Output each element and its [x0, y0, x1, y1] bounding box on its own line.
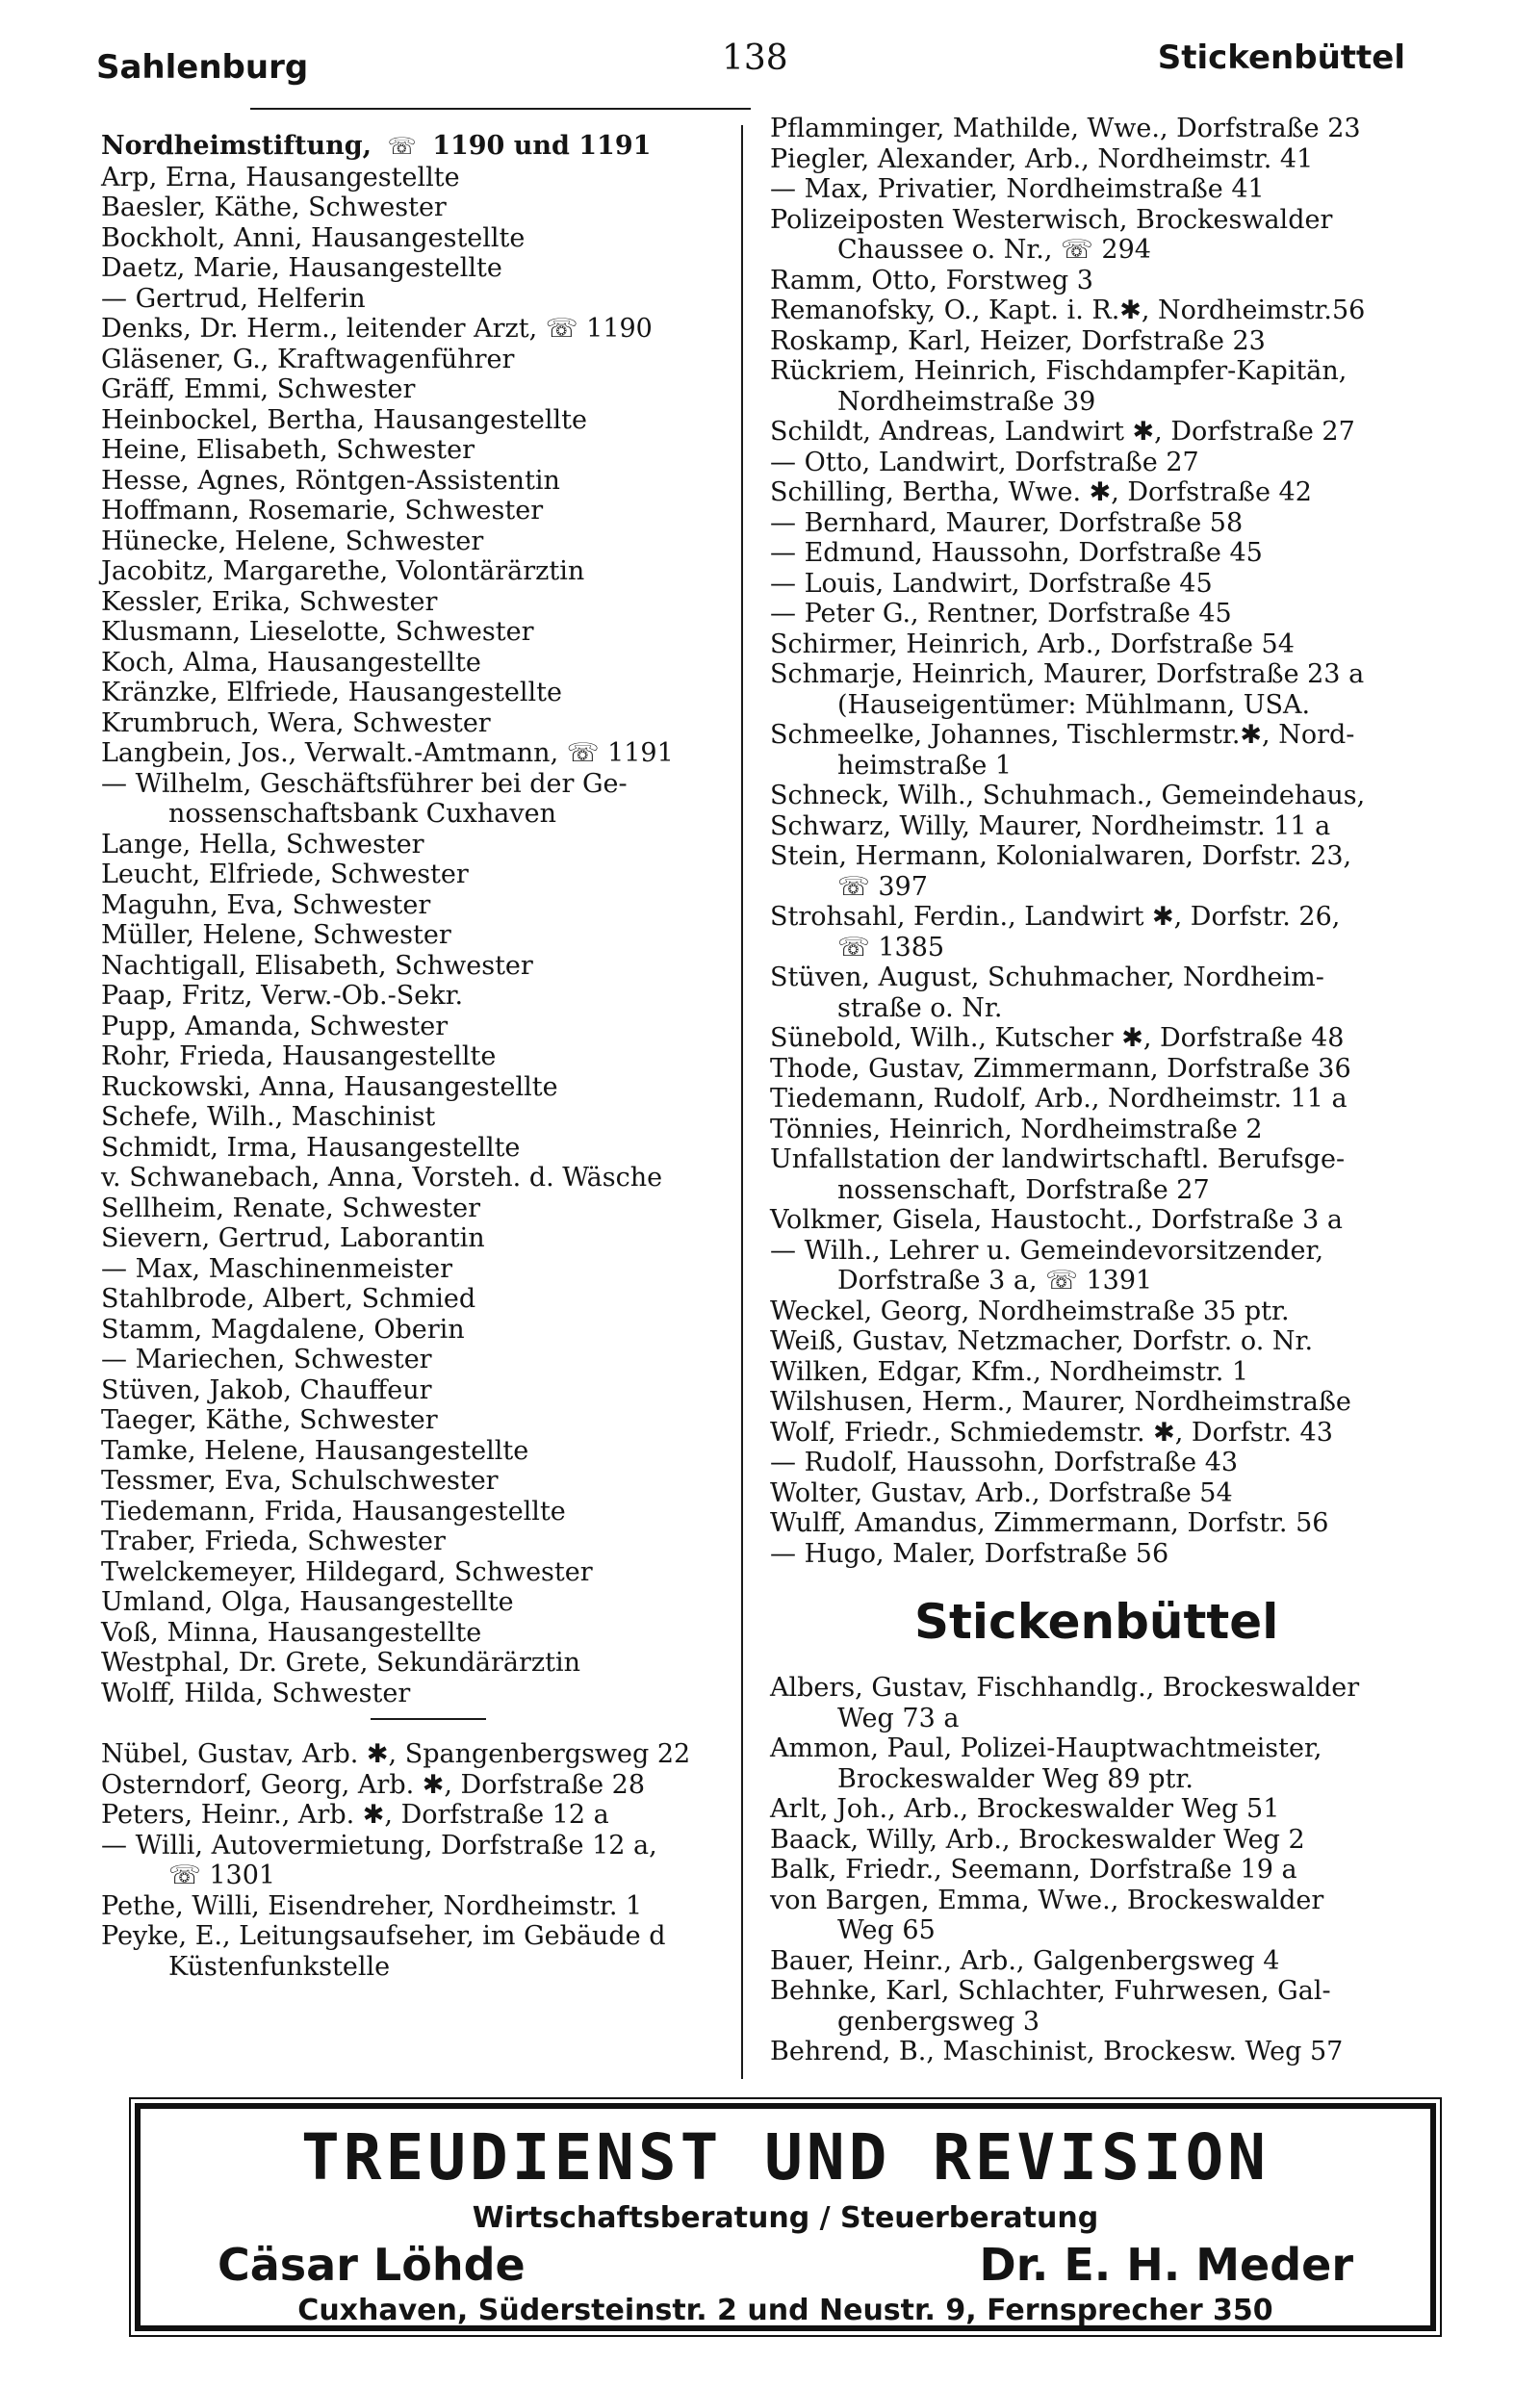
list-item: — Otto, Landwirt, Dorfstraße 27: [770, 447, 1199, 477]
list-item: Tessmer, Eva, Schulschwester: [101, 1466, 499, 1496]
list-item: — Louis, Landwirt, Dorfstraße 45: [770, 568, 1213, 599]
list-item: Pupp, Amanda, Schwester: [101, 1011, 449, 1041]
list-item: Maguhn, Eva, Schwester: [101, 889, 431, 920]
list-item: Wolff, Hilda, Schwester: [101, 1678, 411, 1708]
list-item: Wulff, Amandus, Zimmermann, Dorfstr. 56: [770, 1508, 1329, 1538]
list-item: Tiedemann, Rudolf, Arb., Nordheimstr. 11 a: [770, 1084, 1348, 1114]
list-item: Kessler, Erika, Schwester: [101, 586, 438, 617]
list-item: nossenschaft, Dorfstraße 27: [837, 1174, 1210, 1205]
ad-name-right: Dr. E. H. Meder: [979, 2239, 1353, 2291]
list-item: Nübel, Gustav, Arb. ✱, Spangenbergsweg 22: [101, 1739, 691, 1769]
list-item: Heinbockel, Bertha, Hausangestellte: [101, 404, 587, 435]
page-header: [96, 38, 1405, 96]
header-place-right: Stickenbüttel: [1157, 38, 1405, 77]
list-item: — Max, Maschinenmeister: [101, 1253, 453, 1284]
list-item: Umland, Olga, Hausangestellte: [101, 1587, 514, 1617]
list-item: Ammon, Paul, Polizei-Hauptwachtmeister,: [770, 1733, 1322, 1763]
list-item: Müller, Helene, Schwester: [101, 920, 451, 950]
list-item: Lange, Hella, Schwester: [101, 829, 424, 860]
list-item: Gräff, Emmi, Schwester: [101, 374, 416, 404]
list-item: Taeger, Käthe, Schwester: [101, 1405, 438, 1435]
list-item: Bauer, Heinr., Arb., Galgenbergsweg 4: [770, 1945, 1280, 1976]
list-item: Tönnies, Heinrich, Nordheimstraße 2: [770, 1114, 1263, 1144]
list-item: Heine, Elisabeth, Schwester: [101, 435, 475, 465]
directory-list: [770, 114, 1444, 1569]
list-item: Hesse, Agnes, Röntgen-Assistentin: [101, 465, 560, 496]
list-item: Peters, Heinr., Arb. ✱, Dorfstraße 12 a: [101, 1800, 609, 1830]
list-item: Bockholt, Anni, Hausangestellte: [101, 222, 526, 253]
list-item: Baesler, Käthe, Schwester: [101, 192, 447, 222]
header-rule: [250, 108, 751, 110]
ad-title: TREUDIENST UND REVISION: [301, 2120, 1270, 2194]
list-item: Volkmer, Gisela, Haustocht., Dorfstraße 3 a: [770, 1205, 1343, 1235]
header-place-left: Sahlenburg: [96, 48, 309, 87]
list-item: heimstraße 1: [837, 750, 1013, 781]
list-item: Schmarje, Heinrich, Maurer, Dorfstraße 23 a: [770, 659, 1365, 689]
list-item: Weiß, Gustav, Netzmacher, Dorfstr. o. Nr.: [770, 1326, 1314, 1356]
list-item: Arp, Erna, Hausangestellte: [101, 162, 460, 192]
list-item: genbergsweg 3: [837, 2006, 1040, 2037]
list-item: Schilling, Bertha, Wwe. ✱, Dorfstraße 42: [770, 477, 1312, 507]
list-item: Schildt, Andreas, Landwirt ✱, Dorfstraße 27: [770, 417, 1355, 447]
list-item: Polizeiposten Westerwisch, Brockeswalder: [770, 204, 1333, 235]
list-item: v. Schwanebach, Anna, Vorsteh. d. Wäsche: [101, 1163, 663, 1193]
list-item: Behnke, Karl, Schlachter, Fuhrwesen, Gal-: [770, 1976, 1331, 2006]
list-item: Wolter, Gustav, Arb., Dorfstraße 54: [770, 1477, 1233, 1508]
institution-phone: 1190 und 1191: [432, 131, 652, 161]
list-item: Osterndorf, Georg, Arb. ✱, Dorfstraße 28: [101, 1769, 646, 1800]
list-item: Rückriem, Heinrich, Fischdampfer-Kapitän,: [770, 356, 1348, 386]
list-item: Denks, Dr. Herm., leitender Arzt, ☏ 1190: [101, 314, 653, 344]
list-item: Sellheim, Renate, Schwester: [101, 1193, 480, 1223]
list-item: [101, 131, 756, 163]
list-item: Strohsahl, Ferdin., Landwirt ✱, Dorfstr. 26,: [770, 902, 1341, 932]
list-item: Klusmann, Lieselotte, Schwester: [101, 617, 534, 647]
list-item: Koch, Alma, Hausangestellte: [101, 647, 481, 678]
section-title: Stickenbüttel: [914, 1594, 1279, 1650]
list-item: Sünebold, Wilh., Kutscher ✱, Dorfstraße 48: [770, 1023, 1345, 1053]
list-item: Voß, Minna, Hausangestellte: [101, 1617, 482, 1648]
ad-address: Cuxhaven, Südersteinstr. 2 und Neustr. 9, Fernsprecher 350: [297, 2294, 1273, 2327]
list-item: (Hauseigentümer: Mühlmann, USA.: [837, 689, 1311, 720]
list-item: Piegler, Alexander, Arb., Nordheimstr. 41: [770, 143, 1314, 174]
list-item: Leucht, Elfriede, Schwester: [101, 860, 469, 889]
list-item: Rohr, Frieda, Hausangestellte: [101, 1041, 497, 1071]
list-item: von Bargen, Emma, Wwe., Brockeswalder: [770, 1885, 1324, 1915]
list-item: Weckel, Georg, Nordheimstraße 35 ptr.: [770, 1296, 1290, 1326]
list-item: Nachtigall, Elisabeth, Schwester: [101, 950, 533, 981]
list-item: Wilken, Edgar, Kfm., Nordheimstr. 1: [770, 1356, 1249, 1387]
list-item: Stüven, Jakob, Chauffeur: [101, 1374, 432, 1405]
list-item: Hünecke, Helene, Schwester: [101, 526, 484, 556]
list-item: Pethe, Willi, Eisendreher, Nordheimstr. 1: [101, 1890, 643, 1921]
list-item: — Wilh., Lehrer u. Gemeindevorsitzender,: [770, 1235, 1324, 1266]
right-column: [770, 114, 1444, 2067]
list-item: Brockeswalder Weg 89 ptr.: [837, 1763, 1194, 1794]
list-item: Baack, Willy, Arb., Brockeswalder Weg 2: [770, 1824, 1305, 1855]
list-item: Stamm, Magdalene, Oberin: [101, 1314, 465, 1345]
list-item: Tamke, Helene, Hausangestellte: [101, 1435, 529, 1466]
list-item: Tiedemann, Frida, Hausangestellte: [101, 1496, 566, 1527]
list-item: Stein, Hermann, Kolonialwaren, Dorfstr. 23,: [770, 841, 1352, 871]
list-item: ☏ 397: [837, 871, 928, 902]
advertisement-box: [135, 2103, 1436, 2331]
list-item: ☏ 1385: [837, 932, 945, 962]
page-number: 138: [722, 38, 788, 78]
list-item: Wolf, Friedr., Schmiedemstr. ✱, Dorfstr. 43: [770, 1417, 1333, 1448]
telephone-icon: ☏: [387, 133, 417, 160]
list-item: — Max, Privatier, Nordheimstraße 41: [770, 174, 1265, 204]
list-item: — Wilhelm, Geschäftsführer bei der Ge-: [101, 768, 628, 799]
list-item: Ruckowski, Anna, Hausangestellte: [101, 1071, 558, 1102]
list-item: Chaussee o. Nr., ☏ 294: [837, 235, 1151, 265]
list-item: Schefe, Wilh., Maschinist: [101, 1102, 436, 1132]
directory-list: [101, 1739, 756, 1982]
list-item: Dorfstraße 3 a, ☏ 1391: [837, 1266, 1153, 1296]
list-item: Paap, Fritz, Verw.-Ob.-Sekr.: [101, 981, 464, 1011]
list-item: Peyke, E., Leitungsaufseher, im Gebäude d: [101, 1921, 666, 1951]
list-item: Schwarz, Willy, Maurer, Nordheimstr. 11 a: [770, 810, 1331, 841]
list-item: Wilshusen, Herm., Maurer, Nordheimstraße: [770, 1387, 1351, 1417]
list-item: Langbein, Jos., Verwalt.-Amtmann, ☏ 1191: [101, 738, 674, 768]
list-item: Schneck, Wilh., Schuhmach., Gemeindehaus,: [770, 781, 1366, 810]
list-item: Arlt, Joh., Arb., Brockeswalder Weg 51: [770, 1794, 1280, 1824]
institution-name: Nordheimstiftung,: [101, 131, 372, 161]
ad-subtitle: Wirtschaftsberatung / Steuerberatung: [472, 2201, 1099, 2235]
list-item: — Mariechen, Schwester: [101, 1345, 432, 1374]
list-item: Roskamp, Karl, Heizer, Dorfstraße 23: [770, 325, 1266, 356]
list-item: Weg 65: [837, 1915, 936, 1945]
list-item: Behrend, B., Maschinist, Brockesw. Weg 57: [770, 2037, 1344, 2066]
list-item: Twelckemeyer, Hildegard, Schwester: [101, 1556, 593, 1587]
list-item: Nordheimstraße 39: [837, 386, 1096, 417]
list-item: Stahlbrode, Albert, Schmied: [101, 1284, 476, 1314]
directory-list: [101, 163, 756, 1709]
list-item: Gläsener, G., Kraftwagenführer: [101, 344, 515, 374]
list-item: Schirmer, Heinrich, Arb., Dorfstraße 54: [770, 629, 1295, 659]
list-item: ☏ 1301: [168, 1861, 276, 1890]
list-item: Unfallstation der landwirtschaftl. Berufsge-: [770, 1144, 1346, 1174]
list-item: — Willi, Autovermietung, Dorfstraße 12 a,: [101, 1830, 657, 1861]
list-item: — Rudolf, Haussohn, Dorfstraße 43: [770, 1448, 1239, 1477]
list-item: Daetz, Marie, Hausangestellte: [101, 253, 502, 283]
list-item: Balk, Friedr., Seemann, Dorfstraße 19 a: [770, 1855, 1297, 1885]
list-item: — Peter G., Rentner, Dorfstraße 45: [770, 599, 1232, 629]
list-item: Traber, Frieda, Schwester: [101, 1527, 446, 1556]
list-item: Remanofsky, O., Kapt. i. R.✱, Nordheimstr.56: [770, 295, 1366, 325]
list-item: Kränzke, Elfriede, Hausangestellte: [101, 678, 562, 707]
list-item: Sievern, Gertrud, Laborantin: [101, 1223, 485, 1253]
ad-name-left: Cäsar Löhde: [218, 2239, 526, 2291]
list-item: Hoffmann, Rosemarie, Schwester: [101, 496, 544, 526]
list-item: Schmeelke, Johannes, Tischlermstr.✱, Nord-: [770, 720, 1355, 750]
list-item: nossenschaftsbank Cuxhaven: [168, 799, 556, 829]
list-item: Thode, Gustav, Zimmermann, Dorfstraße 36: [770, 1053, 1351, 1084]
list-item: Albers, Gustav, Fischhandlg., Brockeswalder: [770, 1673, 1360, 1703]
list-item: — Gertrud, Helferin: [101, 283, 366, 314]
left-column: [101, 131, 756, 1982]
list-item: Pflamminger, Mathilde, Wwe., Dorfstraße 23: [770, 114, 1361, 143]
list-item: Schmidt, Irma, Hausangestellte: [101, 1132, 521, 1163]
list-item: Westphal, Dr. Grete, Sekundärärztin: [101, 1648, 581, 1678]
list-item: Jacobitz, Margarethe, Volontärärztin: [101, 556, 585, 586]
list-item: Weg 73 a: [837, 1703, 960, 1733]
ad-names: [141, 2238, 1430, 2292]
list-item: Krumbruch, Wera, Schwester: [101, 707, 491, 738]
directory-list: [770, 1673, 1444, 2067]
list-item: — Bernhard, Maurer, Dorfstraße 58: [770, 507, 1244, 538]
list-item: — Edmund, Haussohn, Dorfstraße 45: [770, 538, 1263, 568]
list-item: straße o. Nr.: [837, 992, 1003, 1023]
list-item: Stüven, August, Schuhmacher, Nordheim-: [770, 962, 1324, 992]
list-item: — Hugo, Maler, Dorfstraße 56: [770, 1538, 1169, 1569]
separator-rule: [371, 1718, 486, 1720]
list-item: Ramm, Otto, Forstweg 3: [770, 265, 1093, 295]
list-item: Küstenfunkstelle: [168, 1951, 391, 1982]
